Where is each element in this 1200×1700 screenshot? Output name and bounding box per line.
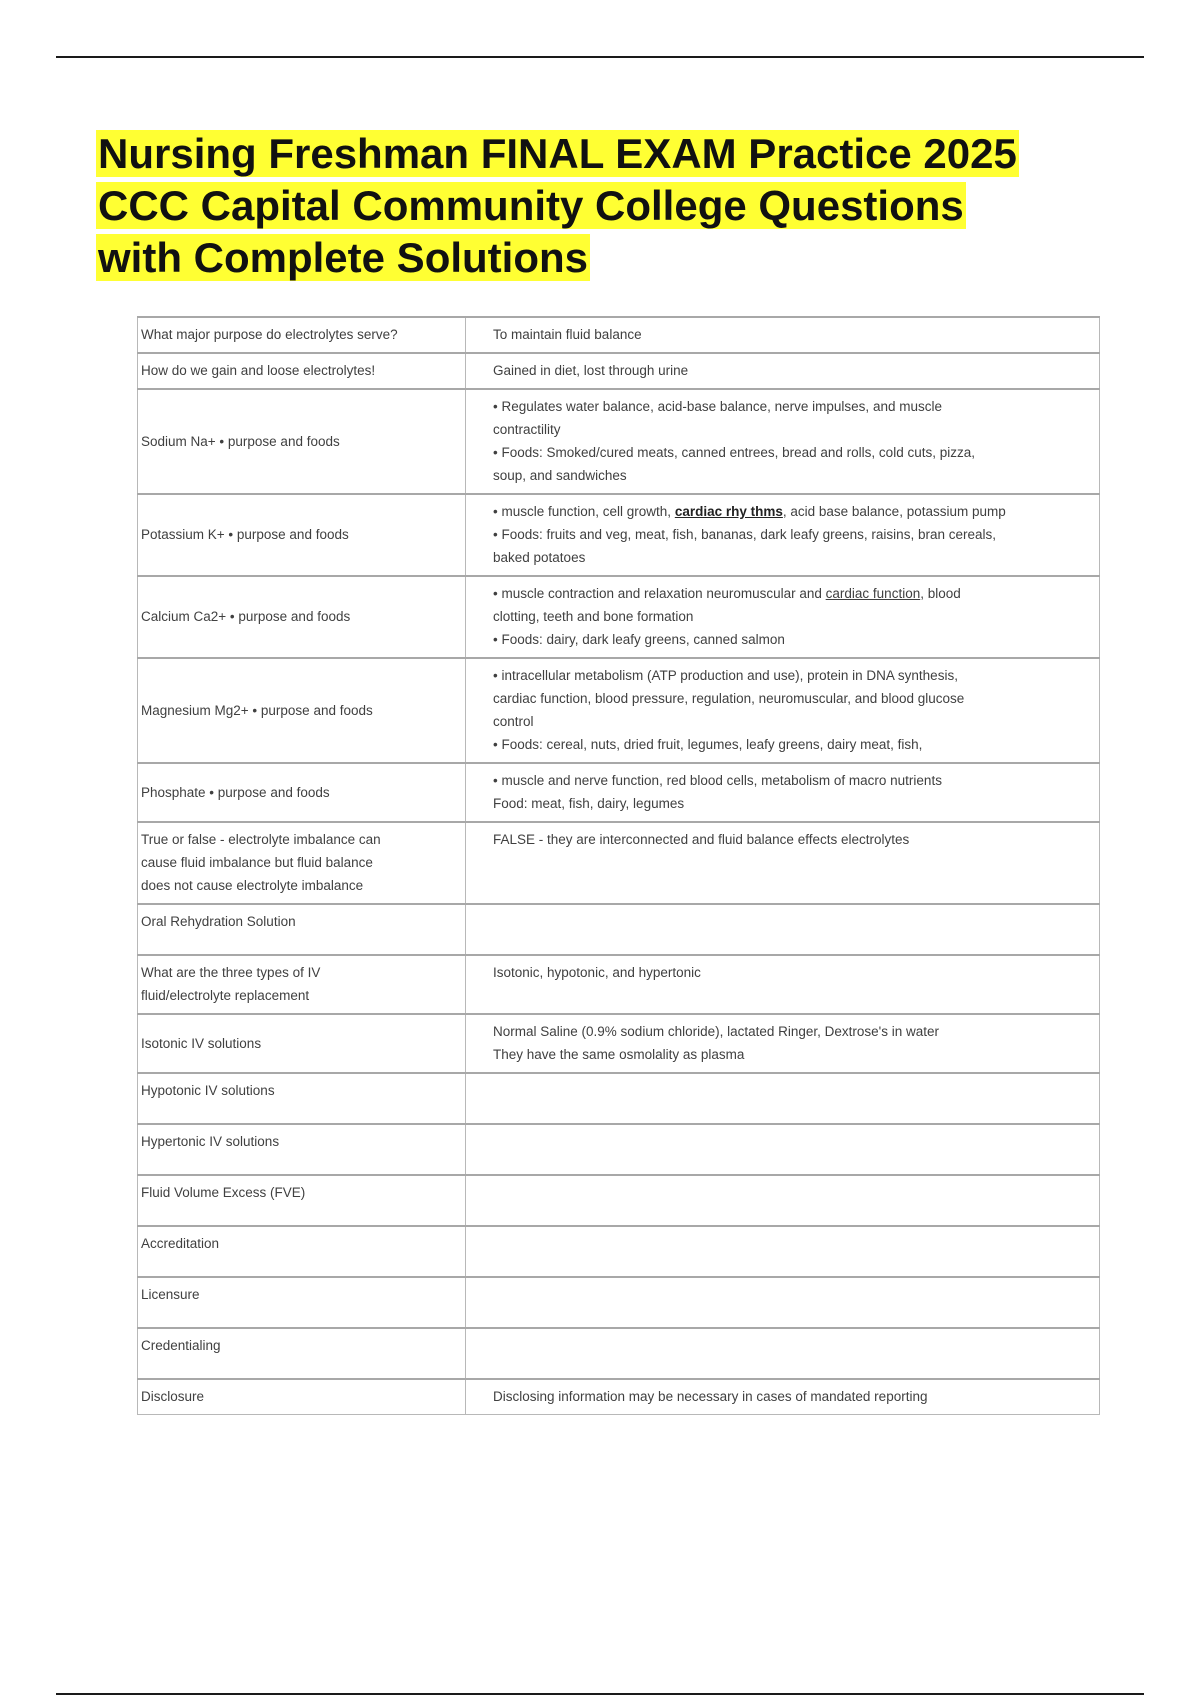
answer-cell: [466, 494, 1100, 576]
answer-cell: To maintain fluid balance: [466, 317, 1100, 353]
table-row: [138, 1124, 1100, 1175]
table-row: [138, 317, 1100, 353]
question-cell: Magnesium Mg2+ • purpose and foods: [138, 658, 466, 763]
answer-line: [493, 582, 1097, 605]
answer-text: , acid base balance, potassium pump: [782, 504, 1006, 519]
question-cell: Isotonic IV solutions: [138, 1014, 466, 1073]
title-line-1: Nursing Freshman FINAL EXAM Practice 2025: [98, 130, 1017, 177]
answer-line: Normal Saline (0.9% sodium chloride), lactated Ringer, Dextrose's in water: [493, 1024, 940, 1039]
table-row: [138, 763, 1100, 822]
question-cell: How do we gain and loose electrolytes!: [138, 353, 466, 389]
question-cell: Credentialing: [138, 1328, 466, 1379]
answer-line: soup, and sandwiches: [493, 468, 627, 483]
table-row: [138, 904, 1100, 955]
question-cell: Licensure: [138, 1277, 466, 1328]
question-cell: Calcium Ca2+ • purpose and foods: [138, 576, 466, 658]
question-cell: Hypotonic IV solutions: [138, 1073, 466, 1124]
bottom-rule: [56, 1693, 1144, 1695]
answer-line: • Regulates water balance, acid-base balance, nerve impulses, and muscle: [493, 399, 942, 414]
table-row: [138, 822, 1100, 904]
question-cell: Fluid Volume Excess (FVE): [138, 1175, 466, 1226]
document-title: [96, 128, 1096, 284]
cardiac-rhythms-link[interactable]: cardiac rhy thms: [674, 504, 783, 519]
answer-cell: [466, 1328, 1100, 1379]
answer-cell: [466, 1226, 1100, 1277]
qa-table: [137, 316, 1100, 1415]
table-row: [138, 955, 1100, 1014]
table-row: [138, 1073, 1100, 1124]
answer-cell: [466, 1175, 1100, 1226]
answer-text: , blood: [920, 586, 961, 601]
answer-line: contractility: [493, 422, 561, 437]
top-rule: [56, 56, 1144, 58]
answer-line: • muscle and nerve function, red blood cells, metabolism of macro nutrients: [493, 773, 942, 788]
answer-cell: [466, 763, 1100, 822]
question-cell: Potassium K+ • purpose and foods: [138, 494, 466, 576]
answer-cell: [466, 1014, 1100, 1073]
answer-cell: [466, 576, 1100, 658]
answer-line: • Foods: cereal, nuts, dried fruit, legumes, leafy greens, dairy meat, fish,: [493, 737, 923, 752]
answer-cell: FALSE - they are interconnected and fluid balance effects electrolytes: [466, 822, 1100, 904]
answer-line: • Foods: dairy, dark leafy greens, canned salmon: [493, 632, 785, 647]
question-cell: Phosphate • purpose and foods: [138, 763, 466, 822]
answer-cell: [466, 1124, 1100, 1175]
answer-cell: Gained in diet, lost through urine: [466, 353, 1100, 389]
table-row: [138, 1277, 1100, 1328]
table-row: [138, 658, 1100, 763]
answer-line: control: [493, 714, 534, 729]
question-cell: Accreditation: [138, 1226, 466, 1277]
answer-line: clotting, teeth and bone formation: [493, 609, 694, 624]
table-row: [138, 389, 1100, 494]
title-line-3: with Complete Solutions: [98, 234, 588, 281]
answer-cell: Disclosing information may be necessary in cases of mandated reporting: [466, 1379, 1100, 1415]
table-row: [138, 1328, 1100, 1379]
table-row: [138, 494, 1100, 576]
answer-text: • muscle contraction and relaxation neuromuscular and: [493, 586, 826, 601]
question-cell: Hypertonic IV solutions: [138, 1124, 466, 1175]
answer-line: They have the same osmolality as plasma: [493, 1047, 745, 1062]
question-line: What are the three types of IV: [141, 965, 321, 980]
table-row: [138, 1175, 1100, 1226]
table-row: [138, 353, 1100, 389]
answer-line: baked potatoes: [493, 550, 586, 565]
answer-cell: [466, 904, 1100, 955]
question-cell: Oral Rehydration Solution: [138, 904, 466, 955]
answer-line: • Foods: fruits and veg, meat, fish, bananas, dark leafy greens, raisins, bran cereals,: [493, 527, 996, 542]
question-line: cause fluid imbalance but fluid balance: [141, 855, 373, 870]
question-cell: [138, 955, 466, 1014]
table-row: [138, 576, 1100, 658]
answer-cell: [466, 1073, 1100, 1124]
question-line: fluid/electrolyte replacement: [141, 988, 310, 1003]
question-line: does not cause electrolyte imbalance: [141, 878, 364, 893]
answer-text: • muscle function, cell growth,: [493, 504, 675, 519]
question-line: True or false - electrolyte imbalance can: [141, 832, 381, 847]
answer-cell: Isotonic, hypotonic, and hypertonic: [466, 955, 1100, 1014]
answer-line: • Foods: Smoked/cured meats, canned entrees, bread and rolls, cold cuts, pizza,: [493, 445, 975, 460]
cardiac-function-link[interactable]: cardiac function: [825, 586, 921, 601]
table-row: [138, 1226, 1100, 1277]
question-cell: Sodium Na+ • purpose and foods: [138, 389, 466, 494]
answer-cell: [466, 658, 1100, 763]
answer-line: Food: meat, fish, dairy, legumes: [493, 796, 685, 811]
answer-cell: [466, 1277, 1100, 1328]
answer-line: [493, 500, 1097, 523]
question-cell: What major purpose do electrolytes serve?: [138, 317, 466, 353]
answer-cell: [466, 389, 1100, 494]
answer-line: cardiac function, blood pressure, regulation, neuromuscular, and blood glucose: [493, 691, 965, 706]
title-line-2: CCC Capital Community College Questions: [98, 182, 964, 229]
question-cell: Disclosure: [138, 1379, 466, 1415]
table-row: [138, 1379, 1100, 1415]
table-row: [138, 1014, 1100, 1073]
answer-line: • intracellular metabolism (ATP production and use), protein in DNA synthesis,: [493, 668, 958, 683]
question-cell: [138, 822, 466, 904]
